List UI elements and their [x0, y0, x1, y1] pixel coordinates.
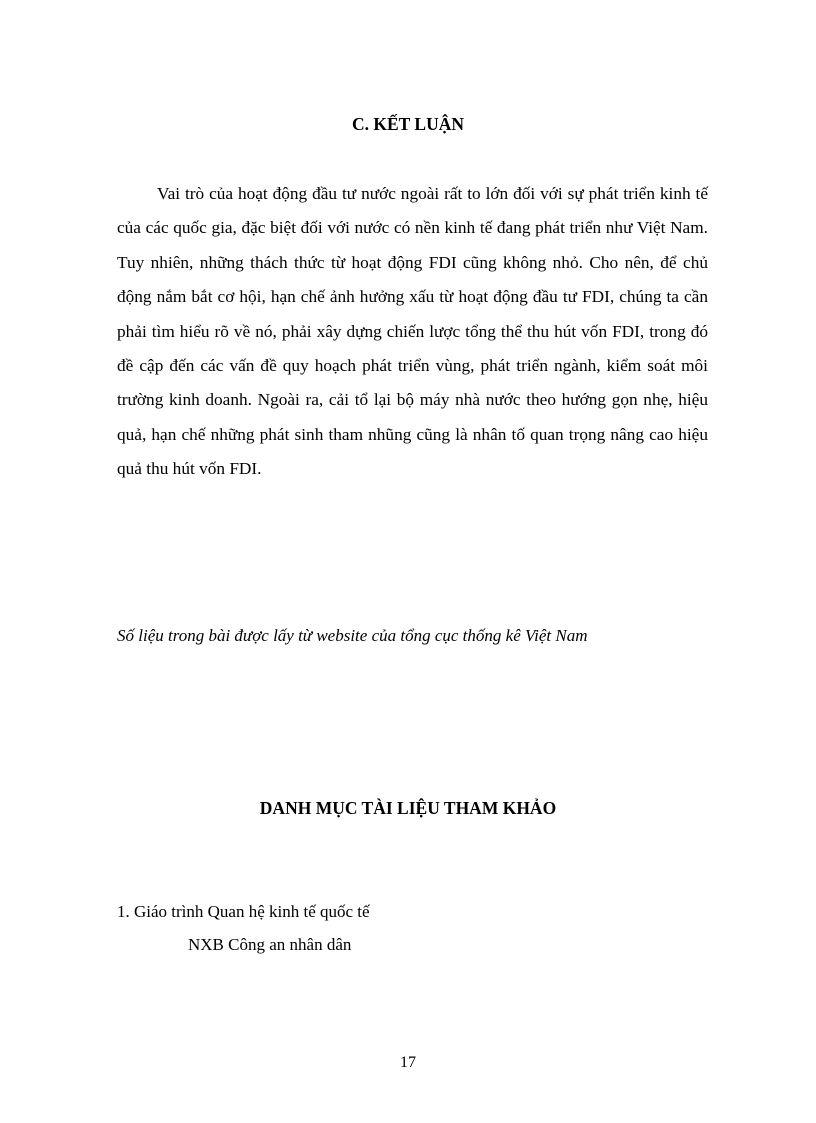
conclusion-heading: C. KẾT LUẬN: [352, 114, 464, 134]
conclusion-paragraph: Vai trò của hoạt động đầu tư nước ngoài rất to lớn đối với sự phát triển kinh tế của các quốc gia, đặc biệt đối với nước có nền kinh tế đang phát triển như Việt Nam. Tuy nhiên, những thách thức từ hoạt động FDI cũng không nhỏ. Cho nên, để chủ động nắm bắt cơ hội, hạn chế ảnh hưởng xấu từ hoạt động đầu tư FDI, chúng ta cần phải tìm hiểu rõ về nó, phải xây dựng chiến lược tổng thể thu hút vốn FDI, trong đó đề cập đến các vấn đề quy hoạch phát triển vùng, phát triển ngành, kiểm soát môi trường kinh doanh. Ngoài ra, cải tổ lại bộ máy nhà nước theo hướng gọn nhẹ, hiệu quả, hạn chế những phát sinh tham nhũng cũng là nhân tố quan trọng nâng cao hiệu quả thu hút vốn FDI.: [117, 184, 708, 479]
reference-item-title: 1. Giáo trình Quan hệ kinh tế quốc tế: [117, 902, 370, 921]
reference-item-publisher: NXB Công an nhân dân: [188, 935, 352, 954]
source-note: Số liệu trong bài được lấy từ website của tổng cục thống kê Việt Nam: [117, 626, 588, 645]
page-number: 17: [400, 1054, 416, 1071]
references-heading: DANH MỤC TÀI LIỆU THAM KHẢO: [259, 798, 557, 818]
